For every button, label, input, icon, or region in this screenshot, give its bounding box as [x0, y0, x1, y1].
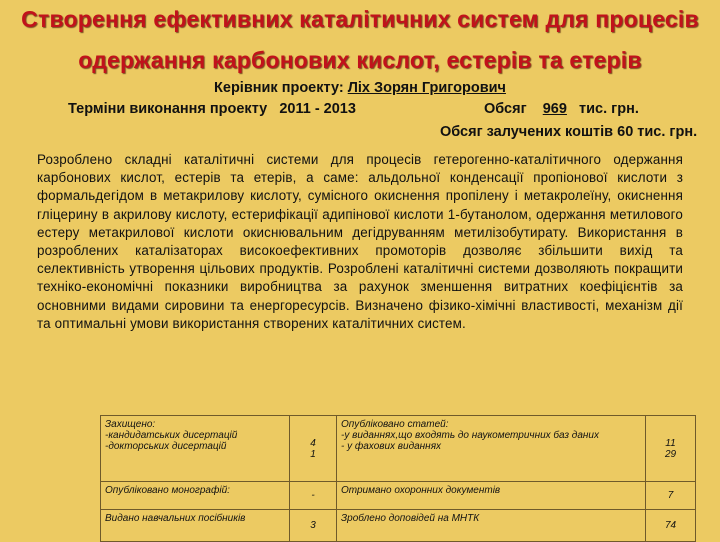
articles-values: [646, 416, 696, 482]
project-terms: [68, 101, 356, 117]
table-row: [101, 416, 696, 482]
textbooks-label: Видано навчальних посібників: [101, 510, 290, 542]
results-table: [100, 415, 696, 542]
terms-label: Терміни виконання проекту: [68, 101, 268, 117]
candidate-theses-label: -кандидатських дисертацій: [105, 430, 238, 441]
project-volume: [484, 101, 639, 117]
attracted-funds: Обсяг залучених коштів 60 тис. грн.: [440, 124, 698, 140]
volume-unit: тис. грн.: [579, 101, 639, 117]
title-line-2: одержання карбонових кислот, естерів та етерів: [78, 47, 642, 73]
supervisor: [0, 80, 720, 96]
defended-values: [290, 416, 337, 482]
volume-value: 969: [542, 101, 567, 117]
defended-cell: [101, 416, 290, 482]
reports-count: 74: [646, 510, 696, 542]
table-row: [101, 510, 696, 542]
articles-cell: [337, 416, 646, 482]
title-line-1: Створення ефективних каталітичних систем для процесів: [21, 6, 699, 32]
doctoral-theses-label: -докторських дисертацій: [105, 441, 227, 452]
candidate-theses-count: 4: [310, 437, 316, 449]
defended-label: Захищено:: [105, 419, 156, 430]
table-row: [101, 482, 696, 510]
monographs-label: Опубліковано монографій:: [101, 482, 290, 510]
monographs-count: -: [290, 482, 337, 510]
scientometric-articles-label: -у виданнях,що входять до наукометричних баз даних: [341, 430, 599, 441]
supervisor-name: Ліх Зорян Григорович: [347, 80, 506, 96]
textbooks-count: 3: [290, 510, 337, 542]
professional-articles-label: - у фахових виданнях: [341, 441, 442, 452]
articles-label: Опубліковано статей:: [341, 419, 449, 430]
project-description: Розроблено складні каталітичні системи для процесів гетерогенно-каталітичного одержання карбонових кислот, естерів та етерів, а саме: альдольної конденсації пропіонової кислоти з формальдегідом в метакрилову кислоту, сумісного окиснення пропілену і метакролеїну, окиснення гліцерину в акрилову кислоту, естерифікації адипінової кислоти 1-бутанолом, одержання метилового естеру метакрилової кислоти окиснювальним дегідруванням метилізобутирату. Використання в розроблених каталізаторах високоефективних промоторів дозволяє збільшити вихід та селективність утворення цільових продуктів. Розроблені каталітичні системи дозволяють покращити техніко-економічні показники виробництва за рахунок зменшення витратних коефіцієнтів за основними видами сировини та енергоресурсів. Визначено фізико-хімічні властивості, механізм дії та оптимальні умови використання створених каталітичних систем.: [37, 152, 683, 331]
doctoral-theses-count: 1: [310, 448, 316, 460]
professional-articles-count: 29: [664, 448, 677, 460]
supervisor-label: Керівник проекту:: [214, 80, 348, 96]
terms-value: 2011 - 2013: [279, 101, 356, 117]
patents-label: Отримано охоронних документів: [337, 482, 646, 510]
reports-label: Зроблено доповідей на МНТК: [337, 510, 646, 542]
scientometric-articles-count: 11: [665, 437, 676, 449]
volume-label: Обсяг: [484, 101, 527, 117]
patents-count: 7: [646, 482, 696, 510]
